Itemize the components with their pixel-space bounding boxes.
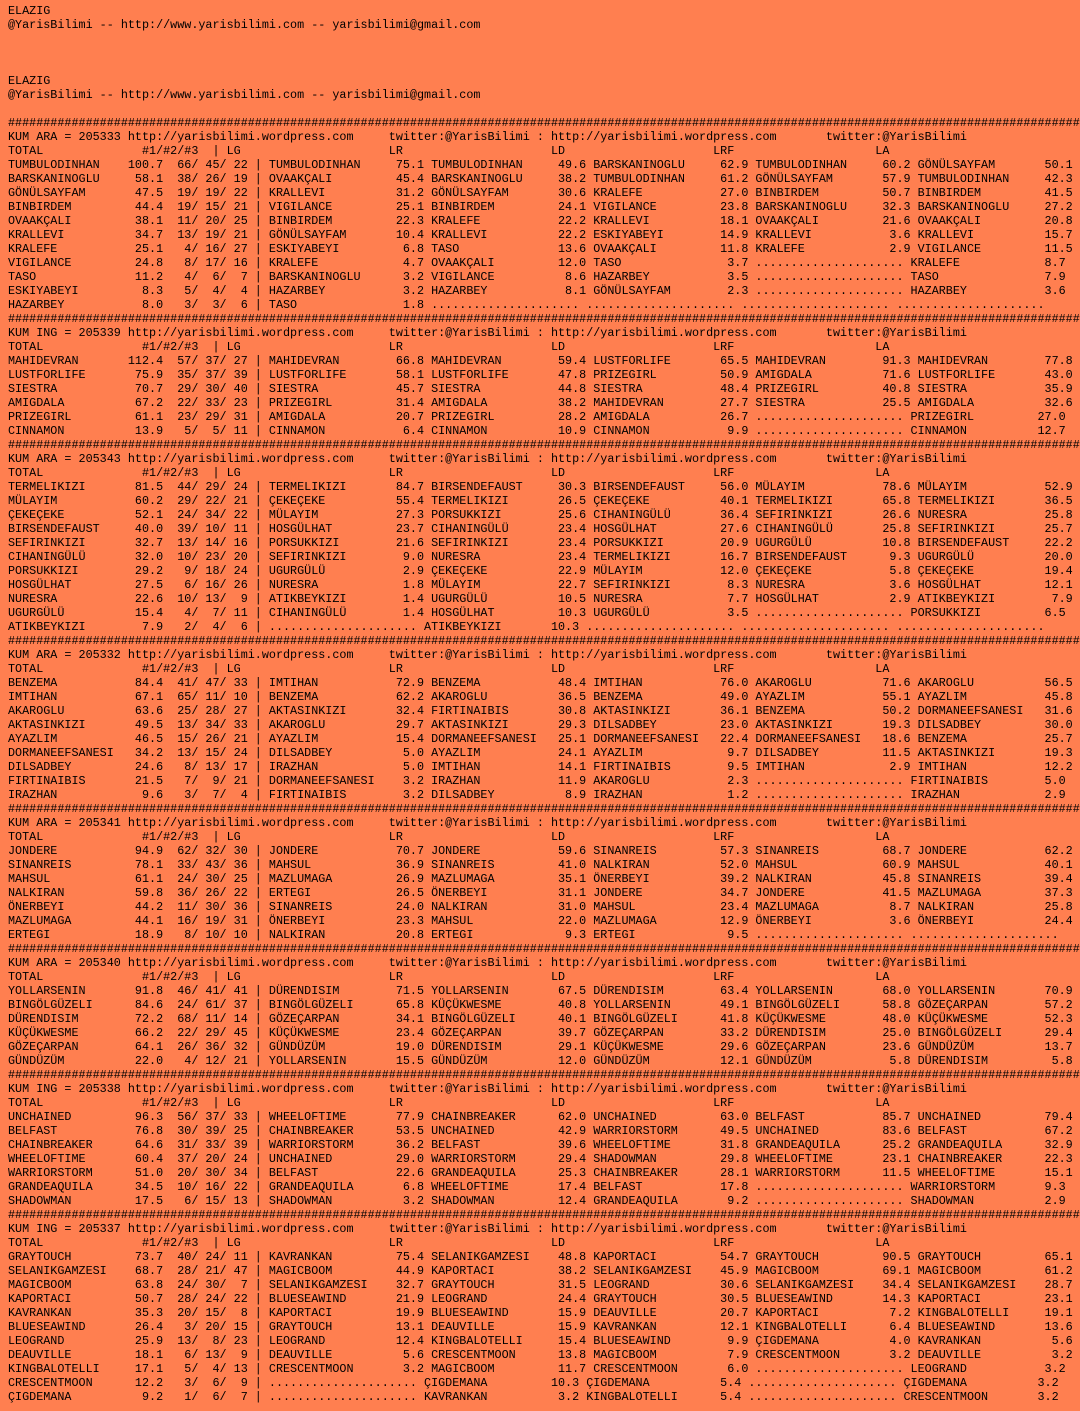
race-header: KUM ARA = 205343 http://yarisbilimi.wordpress.com twitter:@YarisBilimi : http://yarisbilimi.wordpress.com twitter:@YarisBilimi [8, 452, 967, 466]
blank-line [8, 60, 1080, 74]
table-row: AYAZLIM 46.5 15/ 26/ 21 | AYAZLIM 15.4 DORMANEEFSANESI 25.1 DORMANEEFSANESI 22.4 DORMANEEFSANESI 18.6 BENZEMA 25.7 [8, 732, 1073, 746]
table-row: MAGICBOOM 63.8 24/ 30/ 7 | SELANIKGAMZESI 32.7 GRAYTOUCH 31.5 LEOGRAND 30.6 SELANIKGAMZESI 34.4 SELANIKGAMZESI 28.7 [8, 1278, 1073, 1292]
table-row: ATIKBEYKIZI 7.9 2/ 4/ 6 | ..................... ATIKBEYKIZI 10.3 ..................... ..................... ..................... [8, 620, 1045, 634]
table-row: TERMELIKIZI 81.5 44/ 29/ 24 | TERMELIKIZI 84.7 BIRSENDEFAUST 30.3 BIRSENDEFAUST 56.0 MÜLAYIM 78.6 MÜLAYIM 52.9 [8, 480, 1073, 494]
table-row: DORMANEEFSANESI 34.2 13/ 15/ 24 | DILSADBEY 5.0 AYAZLIM 24.1 AYAZLIM 9.7 DILSADBEY 11.5 AKTASINKIZI 19.3 [8, 746, 1073, 760]
table-row: YOLLARSENIN 91.8 46/ 41/ 41 | DÜRENDISIM 71.5 YOLLARSENIN 67.5 DÜRENDISIM 63.4 YOLLARSENIN 68.0 YOLLARSENIN 70.9 [8, 984, 1073, 998]
table-row: WHEELOFTIME 60.4 37/ 20/ 24 | UNCHAINED 29.0 WARRIORSTORM 29.4 SHADOWMAN 29.8 WHEELOFTIME 23.1 CHAINBREAKER 22.3 [8, 1152, 1073, 1166]
race-location-title: ELAZIG [8, 4, 51, 18]
table-row: GRANDEAQUILA 34.5 10/ 16/ 22 | GRANDEAQUILA 6.8 WHEELOFTIME 17.4 BELFAST 17.8 ..................... WARRIORSTORM 9.3 [8, 1180, 1066, 1194]
table-row: CIHANINGÜLÜ 32.0 10/ 23/ 20 | SEFIRINKIZI 9.0 NURESRA 23.4 TERMELIKIZI 16.7 BIRSENDEFAUST 9.3 UGURGÜLÜ 20.0 [8, 550, 1073, 564]
table-row: PORSUKKIZI 29.2 9/ 18/ 24 | UGURGÜLÜ 2.9 ÇEKEÇEKE 22.9 MÜLAYIM 12.0 ÇEKEÇEKE 5.8 ÇEKEÇEKE 19.4 [8, 564, 1073, 578]
table-row: SEFIRINKIZI 32.7 13/ 14/ 16 | PORSUKKIZI 21.6 SEFIRINKIZI 23.4 PORSUKKIZI 20.9 UGURGÜLÜ 10.8 BIRSENDEFAUST 22.2 [8, 536, 1073, 550]
table-row: CHAINBREAKER 64.6 31/ 33/ 39 | WARRIORSTORM 36.2 BELFAST 39.6 WHEELOFTIME 31.8 GRANDEAQUILA 25.2 GRANDEAQUILA 32.9 [8, 1138, 1073, 1152]
table-row: VIGILANCE 24.8 8/ 17/ 16 | KRALEFE 4.7 OVAAKÇALI 12.0 TASO 3.7 ..................... KRALEFE 8.7 [8, 256, 1066, 270]
race-header: KUM ARA = 205332 http://yarisbilimi.wordpress.com twitter:@YarisBilimi : http://yarisbilimi.wordpress.com twitter:@YarisBilimi [8, 648, 967, 662]
table-row: DEAUVILLE 18.1 6/ 13/ 9 | DEAUVILLE 5.6 CRESCENTMOON 13.8 MAGICBOOM 7.9 CRESCENTMOON 3.2 DEAUVILLE 3.2 [8, 1348, 1073, 1362]
table-row: GÜNDÜZÜM 22.0 4/ 12/ 21 | YOLLARSENIN 15.5 GÜNDÜZÜM 12.0 GÜNDÜZÜM 12.1 GÜNDÜZÜM 5.8 DÜRENDISIM 5.8 [8, 1054, 1073, 1068]
table-row: BELFAST 76.8 30/ 39/ 25 | CHAINBREAKER 53.5 UNCHAINED 42.9 WARRIORSTORM 49.5 UNCHAINED 83.6 BELFAST 67.2 [8, 1124, 1073, 1138]
table-row: MAZLUMAGA 44.1 16/ 19/ 31 | ÖNERBEYI 23.3 MAHSUL 22.0 MAZLUMAGA 12.9 ÖNERBEYI 3.6 ÖNERBEYI 24.4 [8, 914, 1073, 928]
table-row: BINBIRDEM 44.4 19/ 15/ 21 | VIGILANCE 25.1 BINBIRDEM 24.1 VIGILANCE 23.8 BARSKANINOGLU 32.3 BARSKANINOGLU 27.2 [8, 200, 1073, 214]
table-row: BIRSENDEFAUST 40.0 39/ 10/ 11 | HOSGÜLHAT 23.7 CIHANINGÜLÜ 23.4 HOSGÜLHAT 27.6 CIHANINGÜLÜ 25.8 SEFIRINKIZI 25.7 [8, 522, 1073, 536]
race-header: KUM ARA = 205341 http://yarisbilimi.wordpress.com twitter:@YarisBilimi : http://yarisbilimi.wordpress.com twitter:@YarisBilimi [8, 816, 967, 830]
separator-line: ######################################################################################################################################################## [8, 802, 1080, 816]
table-row: CRESCENTMOON 12.2 3/ 6/ 9 | ..................... ÇIGDEMANA 10.3 ÇIGDEMANA 5.4 ..................... ÇIGDEMANA 3.2 [8, 1376, 1059, 1390]
table-row: OVAAKÇALI 38.1 11/ 20/ 25 | BINBIRDEM 22.3 KRALEFE 22.2 KRALLEVI 18.1 OVAAKÇALI 21.6 OVAAKÇALI 20.8 [8, 214, 1073, 228]
table-row: DÜRENDISIM 72.2 68/ 11/ 14 | GÖZEÇARPAN 34.1 BINGÖLGÜZELI 40.1 BINGÖLGÜZELI 41.8 KÜÇÜKWESME 48.0 KÜÇÜKWESME 52.3 [8, 1012, 1073, 1026]
table-row: BARSKANINOGLU 58.1 38/ 26/ 19 | OVAAKÇALI 45.4 BARSKANINOGLU 38.2 TUMBULODINHAN 61.2 GÖNÜLSAYFAM 57.9 TUMBULODINHAN 42.3 [8, 172, 1073, 186]
table-row: MAHSUL 61.1 24/ 30/ 25 | MAZLUMAGA 26.9 MAZLUMAGA 35.1 ÖNERBEYI 39.2 NALKIRAN 45.8 SINANREIS 39.4 [8, 872, 1073, 886]
table-row: WARRIORSTORM 51.0 20/ 30/ 34 | BELFAST 22.6 GRANDEAQUILA 25.3 CHAINBREAKER 28.1 WARRIORSTORM 11.5 WHEELOFTIME 15.1 [8, 1166, 1073, 1180]
separator-line: ######################################################################################################################################################## [8, 634, 1080, 648]
separator-line: ######################################################################################################################################################## [8, 942, 1080, 956]
table-row: MAHIDEVRAN 112.4 57/ 37/ 27 | MAHIDEVRAN 66.8 MAHIDEVRAN 59.4 LUSTFORLIFE 65.5 MAHIDEVRAN 91.3 MAHIDEVRAN 77.8 [8, 354, 1073, 368]
table-row: KRALEFE 25.1 4/ 16/ 27 | ESKIYABEYI 6.8 TASO 13.6 OVAAKÇALI 11.8 KRALEFE 2.9 VIGILANCE 11.5 [8, 242, 1073, 256]
table-row: SINANREIS 78.1 33/ 43/ 36 | MAHSUL 36.9 SINANREIS 41.0 NALKIRAN 52.0 MAHSUL 60.9 MAHSUL 40.1 [8, 858, 1073, 872]
table-row: NURESRA 22.6 10/ 13/ 9 | ATIKBEYKIZI 1.4 UGURGÜLÜ 10.5 NURESRA 7.7 HOSGÜLHAT 2.9 ATIKBEYKIZI 7.9 [8, 592, 1073, 606]
column-header: TOTAL #1/#2/#3 | LG LR LD LRF LA [8, 340, 890, 354]
table-row: BLUESEAWIND 26.4 3/ 20/ 15 | GRAYTOUCH 13.1 DEAUVILLE 15.9 KAVRANKAN 12.1 KINGBALOTELLI 6.4 BLUESEAWIND 13.6 [8, 1320, 1073, 1334]
table-row: ERTEGI 18.9 8/ 10/ 10 | NALKIRAN 20.8 ERTEGI 9.3 ERTEGI 9.5 ..................... ..................... [8, 928, 1059, 942]
table-row: CINNAMON 13.9 5/ 5/ 11 | CINNAMON 6.4 CINNAMON 10.9 CINNAMON 9.9 ..................... CINNAMON 12.7 [8, 424, 1066, 438]
separator-line: ######################################################################################################################################################## [8, 1208, 1080, 1222]
table-row: SHADOWMAN 17.5 6/ 15/ 13 | SHADOWMAN 3.2 SHADOWMAN 12.4 GRANDEAQUILA 9.2 ..................... SHADOWMAN 2.9 [8, 1194, 1066, 1208]
separator-line: ######################################################################################################################################################## [8, 116, 1080, 130]
race-header: KUM ING = 205338 http://yarisbilimi.wordpress.com twitter:@YarisBilimi : http://yarisbilimi.wordpress.com twitter:@YarisBilimi [8, 1082, 967, 1096]
table-row: TASO 11.2 4/ 6/ 7 | BARSKANINOGLU 3.2 VIGILANCE 8.6 HAZARBEY 3.5 ..................... TASO 7.9 [8, 270, 1066, 284]
table-row: ÖNERBEYI 44.2 11/ 30/ 36 | SINANREIS 24.0 NALKIRAN 31.0 MAHSUL 23.4 MAZLUMAGA 8.7 NALKIRAN 25.8 [8, 900, 1073, 914]
table-row: SELANIKGAMZESI 68.7 28/ 21/ 47 | MAGICBOOM 44.9 KAPORTACI 38.2 SELANIKGAMZESI 45.9 MAGICBOOM 69.1 MAGICBOOM 61.2 [8, 1264, 1073, 1278]
column-header: TOTAL #1/#2/#3 | LG LR LD LRF LA [8, 830, 890, 844]
table-row: LUSTFORLIFE 75.9 35/ 37/ 39 | LUSTFORLIFE 58.1 LUSTFORLIFE 47.8 PRIZEGIRL 50.9 AMIGDALA 71.6 LUSTFORLIFE 43.0 [8, 368, 1073, 382]
separator-line: ######################################################################################################################################################## [8, 438, 1080, 452]
table-row: MÜLAYIM 60.2 29/ 22/ 21 | ÇEKEÇEKE 55.4 TERMELIKIZI 26.5 ÇEKEÇEKE 40.1 TERMELIKIZI 65.8 TERMELIKIZI 36.5 [8, 494, 1073, 508]
table-row: KRALLEVI 34.7 13/ 19/ 21 | GÖNÜLSAYFAM 10.4 KRALLEVI 22.2 ESKIYABEYI 14.9 KRALLEVI 3.6 KRALLEVI 15.7 [8, 228, 1073, 242]
table-row: JONDERE 94.9 62/ 32/ 30 | JONDERE 70.7 JONDERE 59.6 SINANREIS 57.3 SINANREIS 68.7 JONDERE 62.2 [8, 844, 1073, 858]
table-row: PRIZEGIRL 61.1 23/ 29/ 31 | AMIGDALA 20.7 PRIZEGIRL 28.2 AMIGDALA 26.7 ..................... PRIZEGIRL 27.0 [8, 410, 1066, 424]
table-row: BINGÖLGÜZELI 84.6 24/ 61/ 37 | BINGÖLGÜZELI 65.8 KÜÇÜKWESME 40.8 YOLLARSENIN 49.1 BINGÖLGÜZELI 58.8 GÖZEÇARPAN 57.2 [8, 998, 1073, 1012]
blank-line [8, 102, 1080, 116]
table-row: GÖNÜLSAYFAM 47.5 19/ 19/ 22 | KRALLEVI 31.2 GÖNÜLSAYFAM 30.6 KRALEFE 27.0 BINBIRDEM 50.7 BINBIRDEM 41.5 [8, 186, 1073, 200]
column-header: TOTAL #1/#2/#3 | LG LR LD LRF LA [8, 1096, 890, 1110]
blank-line [8, 46, 1080, 60]
blank-line [8, 32, 1080, 46]
race-stats-document [8, 4, 1080, 1404]
table-row: ÇEKEÇEKE 52.1 24/ 34/ 22 | MÜLAYIM 27.3 PORSUKKIZI 25.6 CIHANINGÜLÜ 36.4 SEFIRINKIZI 26.6 NURESRA 25.8 [8, 508, 1073, 522]
race-header: KUM ING = 205339 http://yarisbilimi.wordpress.com twitter:@YarisBilimi : http://yarisbilimi.wordpress.com twitter:@YarisBilimi [8, 326, 967, 340]
race-header: KUM ARA = 205333 http://yarisbilimi.wordpress.com twitter:@YarisBilimi : http://yarisbilimi.wordpress.com twitter:@YarisBilimi [8, 130, 967, 144]
table-row: KAPORTACI 50.7 28/ 24/ 22 | BLUESEAWIND 21.9 LEOGRAND 24.4 GRAYTOUCH 30.5 BLUESEAWIND 14.3 KAPORTACI 23.1 [8, 1292, 1073, 1306]
table-row: HOSGÜLHAT 27.5 6/ 16/ 26 | NURESRA 1.8 MÜLAYIM 22.7 SEFIRINKIZI 8.3 NURESRA 3.6 HOSGÜLHAT 12.1 [8, 578, 1073, 592]
table-row: KAVRANKAN 35.3 20/ 15/ 8 | KAPORTACI 19.9 BLUESEAWIND 15.9 DEAUVILLE 20.7 KAPORTACI 7.2 KINGBALOTELLI 19.1 [8, 1306, 1073, 1320]
table-row: AMIGDALA 67.2 22/ 33/ 23 | PRIZEGIRL 31.4 AMIGDALA 38.2 MAHIDEVRAN 27.7 SIESTRA 25.5 AMIGDALA 32.6 [8, 396, 1073, 410]
table-row: LEOGRAND 25.9 13/ 8/ 23 | LEOGRAND 12.4 KINGBALOTELLI 15.4 BLUESEAWIND 9.9 ÇIGDEMANA 4.0 KAVRANKAN 5.6 [8, 1334, 1073, 1348]
table-row: KINGBALOTELLI 17.1 5/ 4/ 13 | CRESCENTMOON 3.2 MAGICBOOM 11.7 CRESCENTMOON 6.0 ..................... LEOGRAND 3.2 [8, 1362, 1066, 1376]
contact-line: @YarisBilimi -- http://www.yarisbilimi.com -- yarisbilimi@gmail.com [8, 88, 481, 102]
table-row: NALKIRAN 59.8 36/ 26/ 22 | ERTEGI 26.5 ÖNERBEYI 31.1 JONDERE 34.7 JONDERE 41.5 MAZLUMAGA 37.3 [8, 886, 1073, 900]
table-row: IRAZHAN 9.6 3/ 7/ 4 | FIRTINAIBIS 3.2 DILSADBEY 8.9 IRAZHAN 1.2 ..................... IRAZHAN 2.9 [8, 788, 1066, 802]
table-row: TUMBULODINHAN 100.7 66/ 45/ 22 | TUMBULODINHAN 75.1 TUMBULODINHAN 49.6 BARSKANINOGLU 62.9 TUMBULODINHAN 60.2 GÖNÜLSAYFAM 50.1 [8, 158, 1073, 172]
table-row: ÇIGDEMANA 9.2 1/ 6/ 7 | ..................... KAVRANKAN 3.2 KINGBALOTELLI 5.4 ..................... CRESCENTMOON 3.2 [8, 1390, 1059, 1404]
table-row: GRAYTOUCH 73.7 40/ 24/ 11 | KAVRANKAN 75.4 SELANIKGAMZESI 48.8 KAPORTACI 54.7 GRAYTOUCH 90.5 GRAYTOUCH 65.1 [8, 1250, 1073, 1264]
column-header: TOTAL #1/#2/#3 | LG LR LD LRF LA [8, 144, 890, 158]
separator-line: ######################################################################################################################################################## [8, 312, 1080, 326]
race-header: KUM ARA = 205340 http://yarisbilimi.wordpress.com twitter:@YarisBilimi : http://yarisbilimi.wordpress.com twitter:@YarisBilimi [8, 956, 967, 970]
column-header: TOTAL #1/#2/#3 | LG LR LD LRF LA [8, 466, 890, 480]
table-row: SIESTRA 70.7 29/ 30/ 40 | SIESTRA 45.7 SIESTRA 44.8 SIESTRA 48.4 PRIZEGIRL 40.8 SIESTRA 35.9 [8, 382, 1073, 396]
column-header: TOTAL #1/#2/#3 | LG LR LD LRF LA [8, 662, 890, 676]
table-row: GÖZEÇARPAN 64.1 26/ 36/ 32 | GÜNDÜZÜM 19.0 DÜRENDISIM 29.1 KÜÇÜKWESME 29.6 GÖZEÇARPAN 23.6 GÜNDÜZÜM 13.7 [8, 1040, 1073, 1054]
table-row: DILSADBEY 24.6 8/ 13/ 17 | IRAZHAN 5.0 IMTIHAN 14.1 FIRTINAIBIS 9.5 IMTIHAN 2.9 IMTIHAN 12.2 [8, 760, 1073, 774]
race-header: KUM ING = 205337 http://yarisbilimi.wordpress.com twitter:@YarisBilimi : http://yarisbilimi.wordpress.com twitter:@YarisBilimi [8, 1222, 967, 1236]
table-row: FIRTINAIBIS 21.5 7/ 9/ 21 | DORMANEEFSANESI 3.2 IRAZHAN 11.9 AKAROGLU 2.3 ..................... FIRTINAIBIS 5.0 [8, 774, 1066, 788]
column-header: TOTAL #1/#2/#3 | LG LR LD LRF LA [8, 970, 890, 984]
contact-line: @YarisBilimi -- http://www.yarisbilimi.com -- yarisbilimi@gmail.com [8, 18, 481, 32]
table-row: IMTIHAN 67.1 65/ 11/ 10 | BENZEMA 62.2 AKAROGLU 36.5 BENZEMA 49.0 AYAZLIM 55.1 AYAZLIM 45.8 [8, 690, 1073, 704]
table-row: UNCHAINED 96.3 56/ 37/ 33 | WHEELOFTIME 77.9 CHAINBREAKER 62.0 UNCHAINED 63.0 BELFAST 85.7 UNCHAINED 79.4 [8, 1110, 1073, 1124]
column-header: TOTAL #1/#2/#3 | LG LR LD LRF LA [8, 1236, 890, 1250]
table-row: ESKIYABEYI 8.3 5/ 4/ 4 | HAZARBEY 3.2 HAZARBEY 8.1 GÖNÜLSAYFAM 2.3 ..................... HAZARBEY 3.6 [8, 284, 1066, 298]
table-row: BENZEMA 84.4 41/ 47/ 33 | IMTIHAN 72.9 BENZEMA 48.4 IMTIHAN 76.0 AKAROGLU 71.6 AKAROGLU 56.5 [8, 676, 1073, 690]
race-location-title: ELAZIG [8, 74, 51, 88]
table-row: AKAROGLU 63.6 25/ 28/ 27 | AKTASINKIZI 32.4 FIRTINAIBIS 30.8 AKTASINKIZI 36.1 BENZEMA 50.2 DORMANEEFSANESI 31.6 [8, 704, 1073, 718]
table-row: KÜÇÜKWESME 66.2 22/ 29/ 45 | KÜÇÜKWESME 23.4 GÖZEÇARPAN 39.7 GÖZEÇARPAN 33.2 DÜRENDISIM 25.0 BINGÖLGÜZELI 29.4 [8, 1026, 1073, 1040]
table-row: AKTASINKIZI 49.5 13/ 34/ 33 | AKAROGLU 29.7 AKTASINKIZI 29.3 DILSADBEY 23.0 AKTASINKIZI 19.3 DILSADBEY 30.0 [8, 718, 1073, 732]
separator-line: ######################################################################################################################################################## [8, 1068, 1080, 1082]
table-row: HAZARBEY 8.0 3/ 3/ 6 | TASO 1.8 ..................... ..................... ..................... ..................... [8, 298, 1045, 312]
table-row: UGURGÜLÜ 15.4 4/ 7/ 11 | CIHANINGÜLÜ 1.4 HOSGÜLHAT 10.3 UGURGÜLÜ 3.5 ..................... PORSUKKIZI 6.5 [8, 606, 1066, 620]
